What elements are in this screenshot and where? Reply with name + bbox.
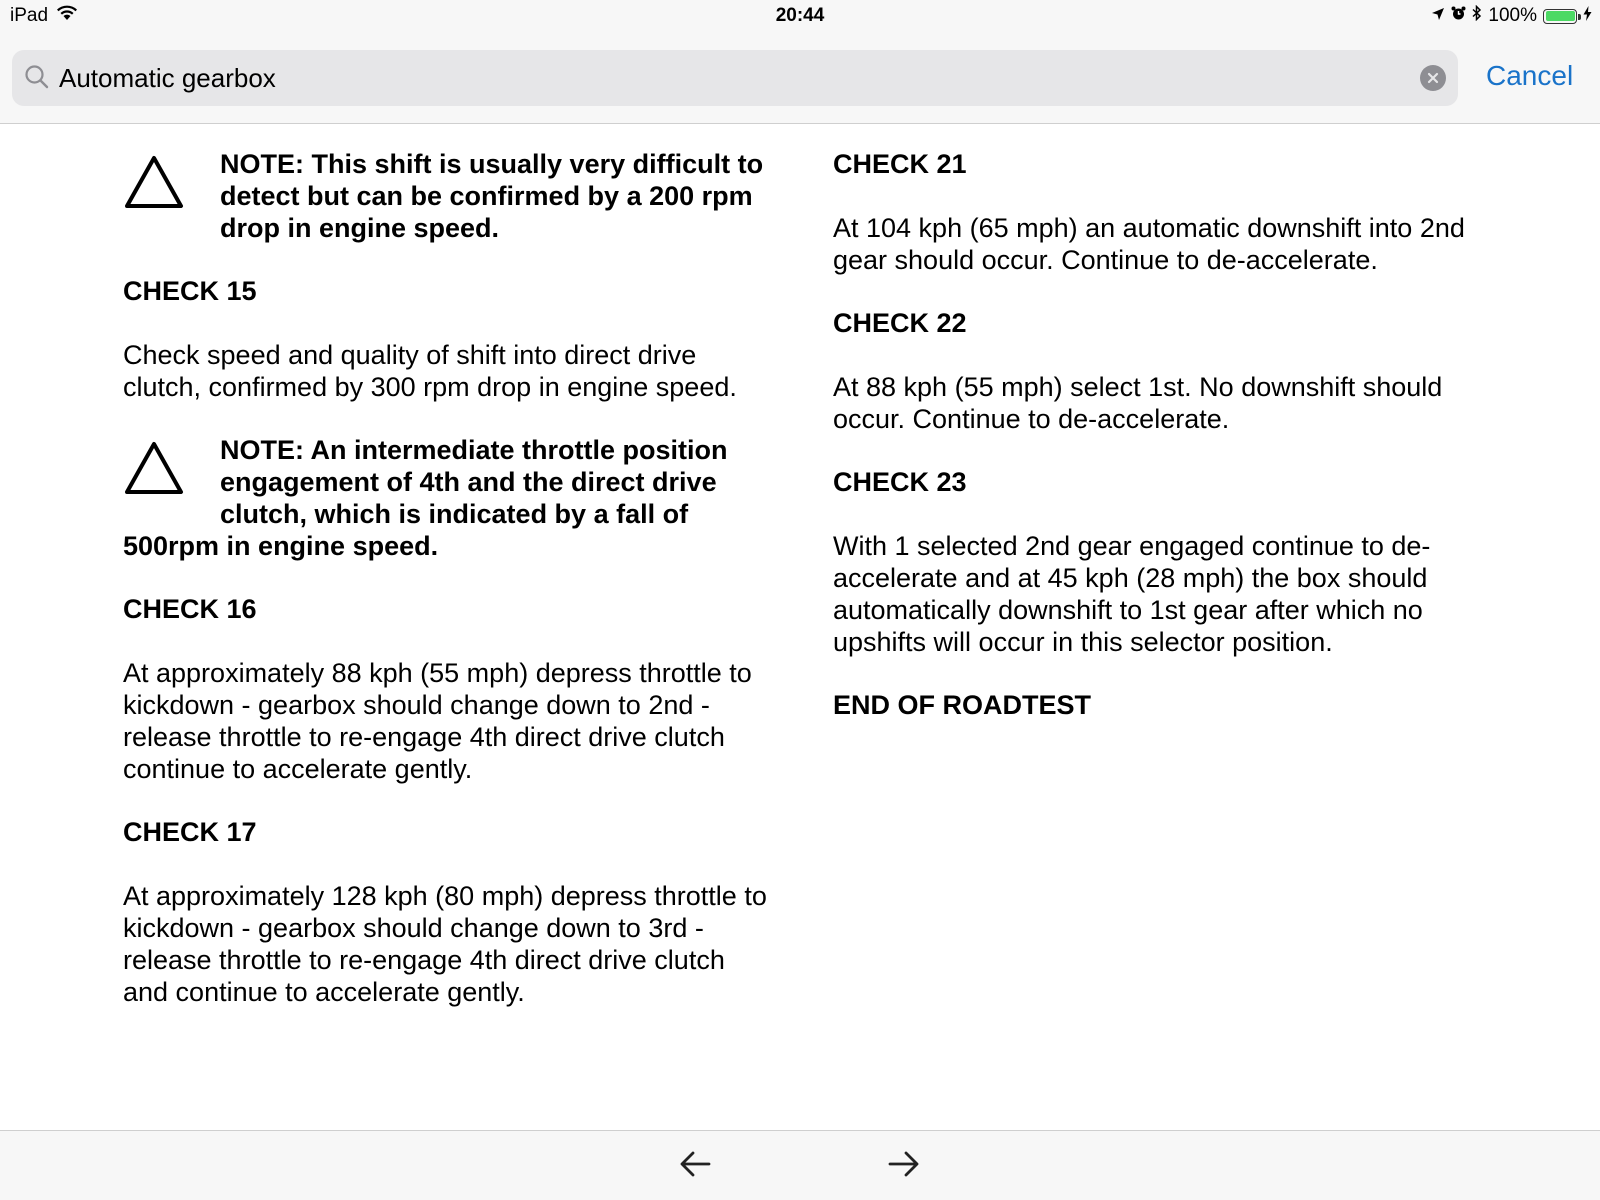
- charging-icon: [1583, 5, 1592, 27]
- check-23-text: With 1 selected 2nd gear engaged continue to de-accelerate and at 45 kph (28 mph) the box should automatically downshift to 1st gear after which no upshifts will occur in this selector position.: [833, 531, 1431, 657]
- search-bar: [0, 32, 1600, 124]
- warning-triangle-icon: [123, 154, 185, 217]
- note-1-text: NOTE: This shift is usually very difficult to detect but can be confirmed by a 200 rpm drop in engine speed.: [220, 149, 764, 243]
- battery-icon: [1543, 9, 1577, 24]
- battery-fill: [1546, 11, 1575, 21]
- end-of-roadtest-heading: END OF ROADTEST: [833, 690, 1092, 720]
- document-content: [0, 124, 1600, 1130]
- location-icon: [1431, 5, 1445, 27]
- bottom-toolbar: [0, 1130, 1600, 1200]
- note-2: [123, 434, 773, 562]
- device-label: iPad: [10, 5, 49, 26]
- check-22-text: At 88 kph (55 mph) select 1st. No downshift should occur. Continue to de-accelerate.: [833, 372, 1443, 434]
- status-right: [1431, 5, 1592, 27]
- cancel-button[interactable]: Cancel: [1486, 60, 1574, 91]
- check-17-heading: CHECK 17: [123, 817, 257, 847]
- warning-triangle-icon: [123, 440, 185, 503]
- check-16-text: At approximately 88 kph (55 mph) depress throttle to kickdown - gearbox should change down to 2nd - release throttle to re-engage 4th direct drive clutch continue to accelerate gently.: [123, 658, 752, 784]
- right-column: [833, 124, 1483, 721]
- search-icon: [24, 64, 50, 95]
- arrow-left-icon: [678, 1149, 712, 1179]
- check-21-heading: CHECK 21: [833, 149, 967, 179]
- previous-button[interactable]: [677, 1149, 713, 1181]
- check-21-text: At 104 kph (65 mph) an automatic downshift into 2nd gear should occur. Continue to de-accelerate.: [833, 213, 1465, 275]
- clear-search-button[interactable]: [1420, 65, 1446, 91]
- check-22-heading: CHECK 22: [833, 308, 967, 338]
- status-bar: [0, 0, 1600, 32]
- left-column: [123, 124, 773, 1008]
- check-16-heading: CHECK 16: [123, 594, 257, 624]
- bluetooth-icon: [1472, 5, 1482, 27]
- battery-percent: 100%: [1488, 5, 1537, 26]
- check-15-text: Check speed and quality of shift into direct drive clutch, confirmed by 300 rpm drop in engine speed.: [123, 340, 737, 402]
- check-23-heading: CHECK 23: [833, 467, 967, 497]
- note-2-line-2: engagement of 4th and the direct drive: [220, 467, 717, 497]
- search-field[interactable]: [12, 50, 1458, 106]
- check-15-heading: CHECK 15: [123, 276, 257, 306]
- close-icon: [1427, 72, 1439, 84]
- note-2-line-3: clutch, which is indicated by a fall of: [220, 499, 689, 529]
- alarm-icon: [1451, 5, 1466, 27]
- status-time: 20:44: [775, 5, 825, 26]
- next-button[interactable]: [886, 1149, 922, 1181]
- note-2-line-1: NOTE: An intermediate throttle position: [220, 435, 728, 465]
- note-2-line-4: 500rpm in engine speed.: [123, 531, 439, 561]
- note-1: [123, 148, 773, 244]
- search-input[interactable]: [59, 50, 1399, 106]
- arrow-right-icon: [887, 1149, 921, 1179]
- check-17-text: At approximately 128 kph (80 mph) depress throttle to kickdown - gearbox should change down to 3rd - release throttle to re-engage 4th direct drive clutch and continue to accelerate gently.: [123, 881, 767, 1007]
